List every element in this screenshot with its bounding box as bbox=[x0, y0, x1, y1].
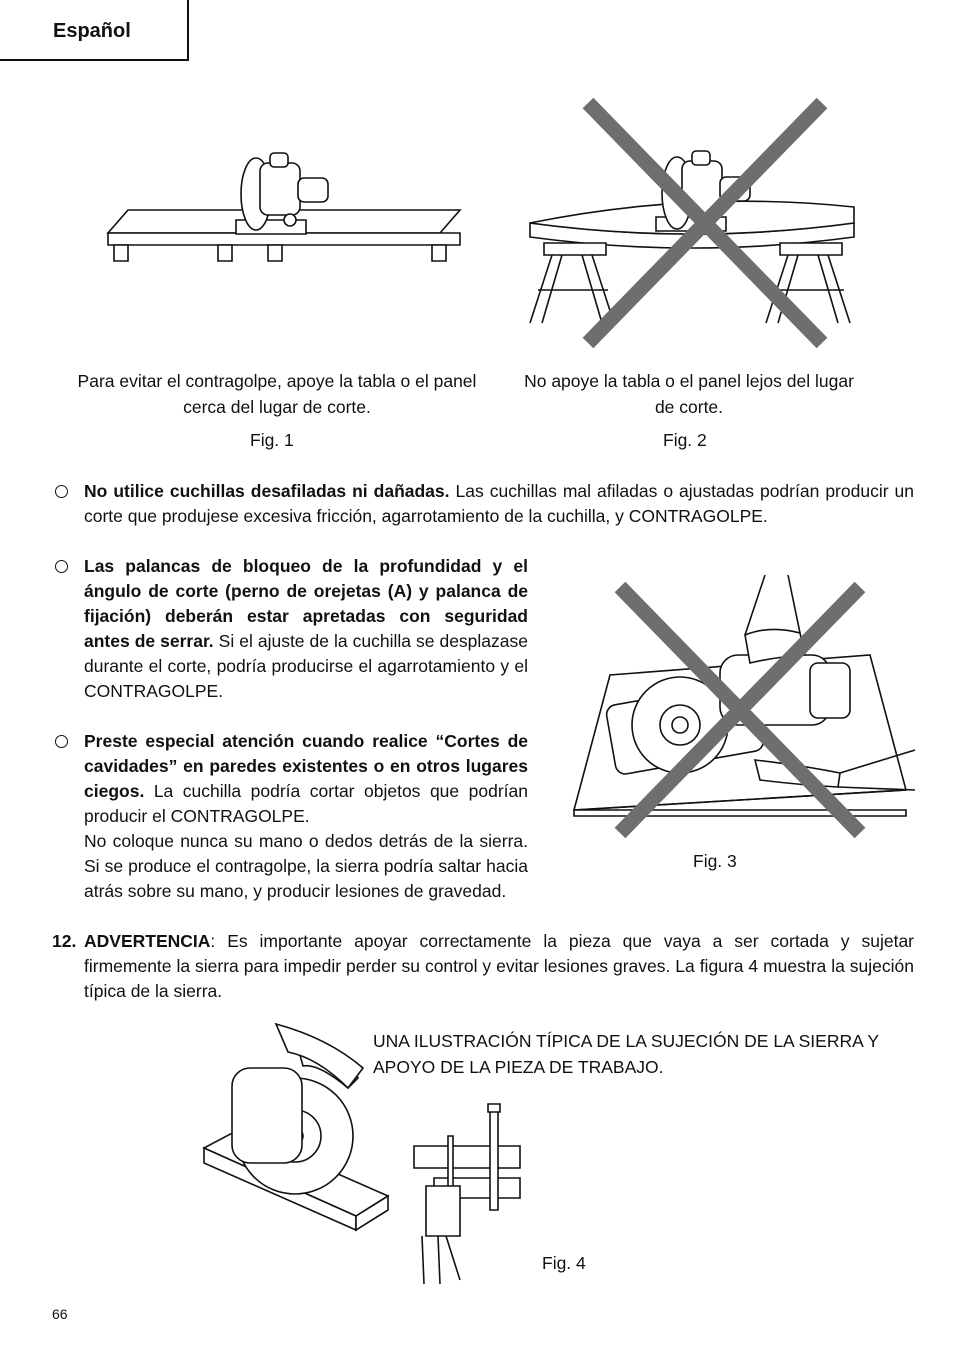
bullet-3-text bbox=[84, 729, 528, 904]
item-12-bold: ADVERTENCIA bbox=[84, 931, 211, 951]
language-label: Español bbox=[53, 20, 131, 42]
language-tab bbox=[0, 0, 189, 61]
bullet-3-body-2: No coloque nunca su mano o dedos detrás de la sierra. Si se produce el contragolpe, la sierra podría saltar hacia atrás sobre su mano, y producir lesiones de gravedad. bbox=[84, 831, 528, 901]
bullet-marker bbox=[55, 485, 68, 498]
bullet-2-text bbox=[84, 554, 528, 704]
page-number: 66 bbox=[52, 1306, 68, 1322]
fig3-illustration bbox=[570, 575, 915, 840]
fig4-label: Fig. 4 bbox=[542, 1253, 586, 1273]
item-12-number: 12. bbox=[52, 931, 77, 951]
bullet-2-bold: Las palancas de bloqueo de la profundidad y el ángulo de corte (perno de orejetas (A) y palanca de fijación) deberán estar apretadas con seguridad antes de serrar. bbox=[84, 556, 528, 651]
bullet-1-text bbox=[84, 479, 914, 529]
fig2-illustration bbox=[522, 95, 862, 350]
fig2-label: Fig. 2 bbox=[663, 430, 707, 450]
bullet-2-body: Si el ajuste de la cuchilla se desplazase durante el corte, podría producirse el agarrotamiento y el CONTRAGOLPE. bbox=[84, 631, 528, 701]
bullet-1-body: Las cuchillas mal afiladas o ajustadas podrían producir un corte que produjese excesiva fricción, agarrotamiento de la cuchilla, y CONTRAGOLPE. bbox=[84, 481, 915, 526]
bullet-3-bold: Preste especial atención cuando realice “Cortes de cavidades” en paredes existentes o en otros lugares ciegos. bbox=[84, 731, 528, 801]
bullet-marker bbox=[55, 560, 68, 573]
fig2-caption: No apoye la tabla o el panel lejos del lugar de corte. bbox=[524, 371, 854, 417]
fig1-caption: Para evitar el contragolpe, apoye la tabla o el panel cerca del lugar de corte. bbox=[77, 371, 477, 417]
fig1-illustration bbox=[100, 148, 470, 268]
bullet-1-bold: No utilice cuchillas desafiladas ni dañadas. bbox=[84, 481, 450, 501]
bullet-marker bbox=[55, 735, 68, 748]
fig3-label: Fig. 3 bbox=[693, 851, 737, 871]
item-12-body: : Es importante apoyar correctamente la pieza que vaya a ser cortada y sujetar firmemente la sierra para impedir perder su control y evitar lesiones graves. La figura 4 muestra la sujeción típica de la sierra. bbox=[84, 931, 914, 1001]
fig1-label: Fig. 1 bbox=[250, 430, 294, 450]
fig4-caption: UNA ILUSTRACIÓN TÍPICA DE LA SUJECIÓN DE LA SIERRA Y APOYO DE LA PIEZA DE TRABAJO. bbox=[373, 1031, 879, 1077]
item-12-text bbox=[84, 929, 914, 1004]
bullet-3-body: La cuchilla podría cortar objetos que podrían producir el CONTRAGOLPE. bbox=[84, 781, 528, 826]
